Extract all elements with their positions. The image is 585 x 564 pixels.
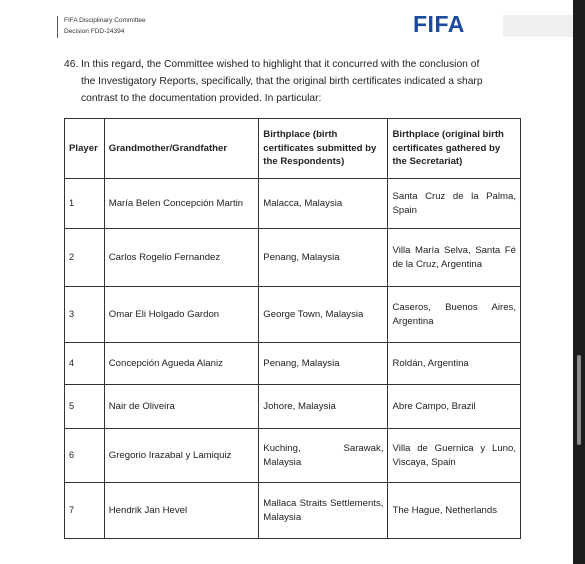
respondents-birthplace: George Town, Malaysia bbox=[259, 287, 388, 343]
table-row bbox=[65, 287, 521, 343]
table-row bbox=[65, 385, 521, 429]
header-secretariat: Birthplace (original birth certificates gathered by the Secretariat) bbox=[388, 119, 521, 179]
respondents-birthplace: Penang, Malaysia bbox=[259, 229, 388, 287]
redacted-box bbox=[503, 15, 573, 37]
respondents-birthplace: Penang, Malaysia bbox=[259, 343, 388, 385]
respondents-birthplace: Kuching, Sarawak, Malaysia bbox=[259, 429, 388, 483]
player-number: 3 bbox=[65, 287, 105, 343]
player-number: 6 bbox=[65, 429, 105, 483]
grandparent-name: Carlos Rogelio Fernandez bbox=[104, 229, 259, 287]
grandparent-name: Hendrik Jan Hevel bbox=[104, 483, 259, 539]
paragraph-line-3: contrast to the documentation provided. In particular: bbox=[81, 93, 322, 104]
header-respondents: Birthplace (birth certificates submitted by the Respondents) bbox=[259, 119, 388, 179]
table-row bbox=[65, 429, 521, 483]
respondents-birthplace: Malacca, Malaysia bbox=[259, 179, 388, 229]
birth-certificate-table bbox=[64, 118, 521, 539]
decision-number: Decision FDD-24394 bbox=[64, 28, 125, 35]
player-number: 4 bbox=[65, 343, 105, 385]
respondents-birthplace: Mallaca Straits Settlements, Malaysia bbox=[259, 483, 388, 539]
table-row bbox=[65, 343, 521, 385]
scrollbar[interactable] bbox=[573, 0, 585, 564]
header-grandparent: Grandmother/Grandfather bbox=[104, 119, 259, 179]
grandparent-name: Concepción Agueda Alaniz bbox=[104, 343, 259, 385]
committee-name: FIFA Disciplinary Committee bbox=[64, 17, 146, 24]
header-divider bbox=[57, 16, 58, 38]
paragraph-line-1: In this regard, the Committee wished to highlight that it concurred with the conclusion of bbox=[81, 59, 480, 70]
paragraph-number: 46. bbox=[64, 59, 79, 70]
player-number: 5 bbox=[65, 385, 105, 429]
respondents-birthplace: Johore, Malaysia bbox=[259, 385, 388, 429]
player-number: 1 bbox=[65, 179, 105, 229]
secretariat-birthplace: Villa María Selva, Santa Fé de la Cruz, Argentina bbox=[388, 229, 521, 287]
secretariat-birthplace: Santa Cruz de la Palma, Spain bbox=[388, 179, 521, 229]
player-number: 7 bbox=[65, 483, 105, 539]
secretariat-birthplace: Villa de Guernica y Luno, Viscaya, Spain bbox=[388, 429, 521, 483]
grandparent-name: María Belen Concepción Martin bbox=[104, 179, 259, 229]
grandparent-name: Gregorio Irazabal y Lamiquiz bbox=[104, 429, 259, 483]
secretariat-birthplace: Abre Campo, Brazil bbox=[388, 385, 521, 429]
secretariat-birthplace: Caseros, Buenos Aires, Argentina bbox=[388, 287, 521, 343]
player-number: 2 bbox=[65, 229, 105, 287]
table-row bbox=[65, 483, 521, 539]
fifa-logo: FIFA bbox=[413, 11, 465, 37]
paragraph-line-2: the Investigatory Reports, specifically, that the original birth certificates indicated a sharp bbox=[81, 76, 483, 87]
table-row bbox=[65, 179, 521, 229]
secretariat-birthplace: The Hague, Netherlands bbox=[388, 483, 521, 539]
header-player: Player bbox=[65, 119, 105, 179]
grandparent-name: Nair de Oliveira bbox=[104, 385, 259, 429]
table-row bbox=[65, 229, 521, 287]
grandparent-name: Omar Eli Holgado Gardon bbox=[104, 287, 259, 343]
table-header-row bbox=[65, 119, 521, 179]
scrollbar-thumb[interactable] bbox=[577, 355, 581, 445]
secretariat-birthplace: Roldán, Argentina bbox=[388, 343, 521, 385]
paragraph-46 bbox=[64, 56, 526, 107]
